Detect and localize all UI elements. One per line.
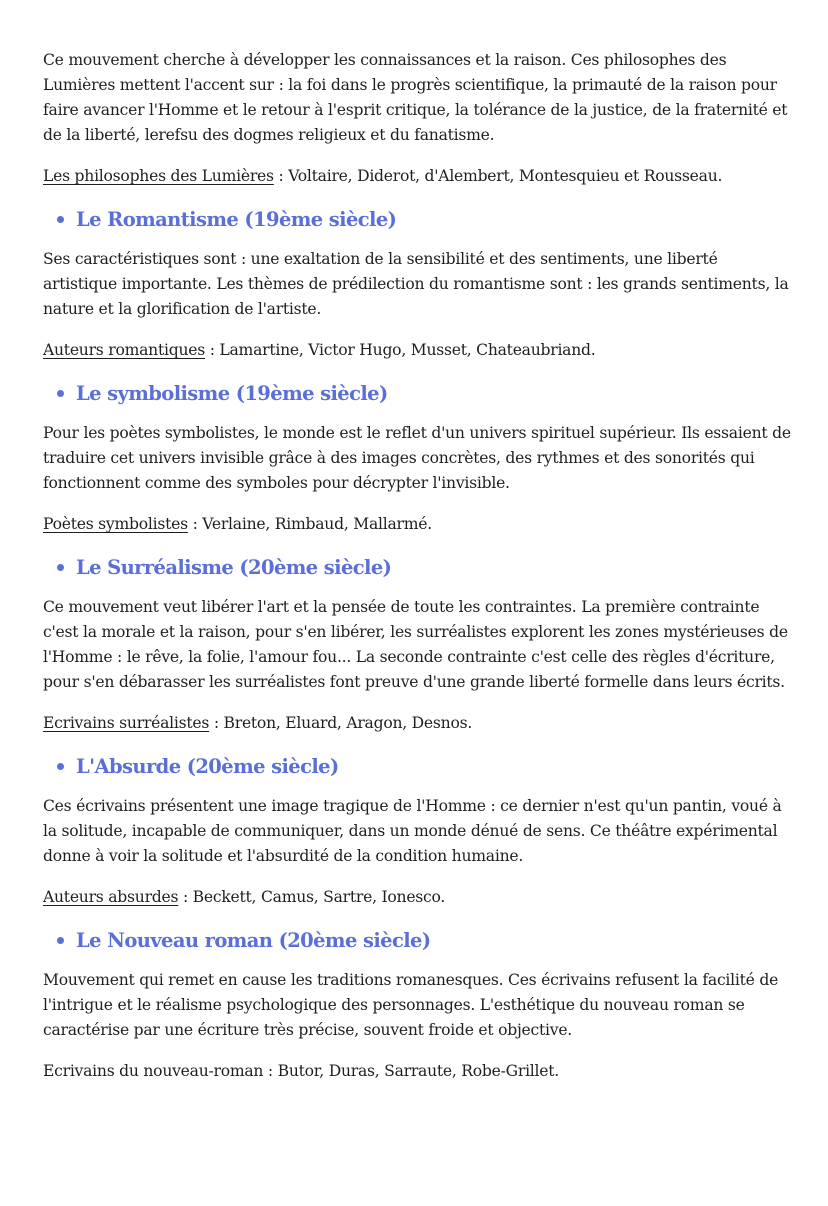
authors-line [43, 164, 793, 189]
section-title: Le symbolisme (19ème siècle) [76, 381, 388, 405]
authors-line: Ecrivains du nouveau-roman : Butor, Duras, Sarraute, Robe-Grillet. [43, 1062, 559, 1080]
section-heading-absurde [43, 752, 793, 780]
section-title: Le Nouveau roman (20ème siècle) [76, 928, 431, 952]
authors-line [43, 338, 793, 363]
authors-label: Auteurs romantiques [43, 341, 205, 359]
document-page [43, 48, 793, 1100]
authors-label: Poètes symbolistes [43, 515, 188, 533]
authors-label: Auteurs absurdes [43, 888, 179, 906]
section-heading-surrealisme [43, 553, 793, 581]
section-paragraph: Pour les poètes symbolistes, le monde est le reflet d'un univers spirituel supérieur. Ils essaient de traduire cet univers invisible grâce à des images concrètes, des rythmes et des sonorités qui fonctionnent comme des symboles pour décrypter l'invisible. [43, 424, 791, 492]
authors-line [43, 885, 793, 910]
section-heading-symbolisme [43, 379, 793, 407]
section-paragraph: Ses caractéristiques sont : une exaltation de la sensibilité et des sentiments, une liberté artistique importante. Les thèmes de prédilection du romantisme sont : les grands sentiments, la nature et la glorification de l'artiste. [43, 250, 789, 318]
authors-label: Les philosophes des Lumières [43, 167, 274, 185]
section-heading-romantisme [43, 205, 793, 233]
bullet-icon [57, 763, 64, 770]
authors-label: Ecrivains surréalistes [43, 714, 210, 732]
authors-list: : Breton, Eluard, Aragon, Desnos. [209, 714, 473, 732]
authors-list: : Verlaine, Rimbaud, Mallarmé. [187, 515, 432, 533]
section-title: Le Romantisme (19ème siècle) [76, 207, 397, 231]
section-paragraph: Ces écrivains présentent une image tragique de l'Homme : ce dernier n'est qu'un pantin, voué à la solitude, incapable de communiquer, dans un monde dénué de sens. Ce théâtre expérimental donne à voir la solitude et l'absurdité de la condition humaine. [43, 797, 782, 865]
section-paragraph: Ce mouvement veut libérer l'art et la pensée de toute les contraintes. La première contrainte c'est la morale et la raison, pour s'en libérer, les surréalistes explorent les zones mystérieuses de l'Homme : le rêve, la folie, l'amour fou... La seconde contrainte c'est celle des règles d'écriture, pour s'en débarasser les surréalistes font preuve d'une grande liberté formelle dans leurs écrits. [43, 598, 788, 691]
authors-line [43, 512, 793, 537]
section-paragraph: Mouvement qui remet en cause les traditions romanesques. Ces écrivains refusent la facilité de l'intrigue et le réalisme psychologique des personnages. L'esthétique du nouveau roman se caractérise par une écriture très précise, souvent froide et objective. [43, 971, 779, 1039]
section-title: Le Surréalisme (20ème siècle) [76, 555, 392, 579]
authors-list: : Voltaire, Diderot, d'Alembert, Montesquieu et Rousseau. [273, 167, 723, 185]
intro-paragraph: Ce mouvement cherche à développer les connaissances et la raison. Ces philosophes des Lumières mettent l'accent sur : la foi dans le progrès scientifique, la primauté de la raison pour faire avancer l'Homme et le retour à l'esprit critique, la tolérance de la justice, de la fraternité et de la liberté, lerefsu des dogmes religieux et du fanatisme. [43, 51, 788, 144]
bullet-icon [57, 564, 64, 571]
authors-list: : Beckett, Camus, Sartre, Ionesco. [178, 888, 446, 906]
bullet-icon [57, 216, 64, 223]
bullet-icon [57, 390, 64, 397]
section-heading-nouveau-roman [43, 926, 793, 954]
authors-line [43, 711, 793, 736]
section-title: L'Absurde (20ème siècle) [76, 754, 339, 778]
bullet-icon [57, 937, 64, 944]
authors-list: : Lamartine, Victor Hugo, Musset, Chateaubriand. [204, 341, 596, 359]
